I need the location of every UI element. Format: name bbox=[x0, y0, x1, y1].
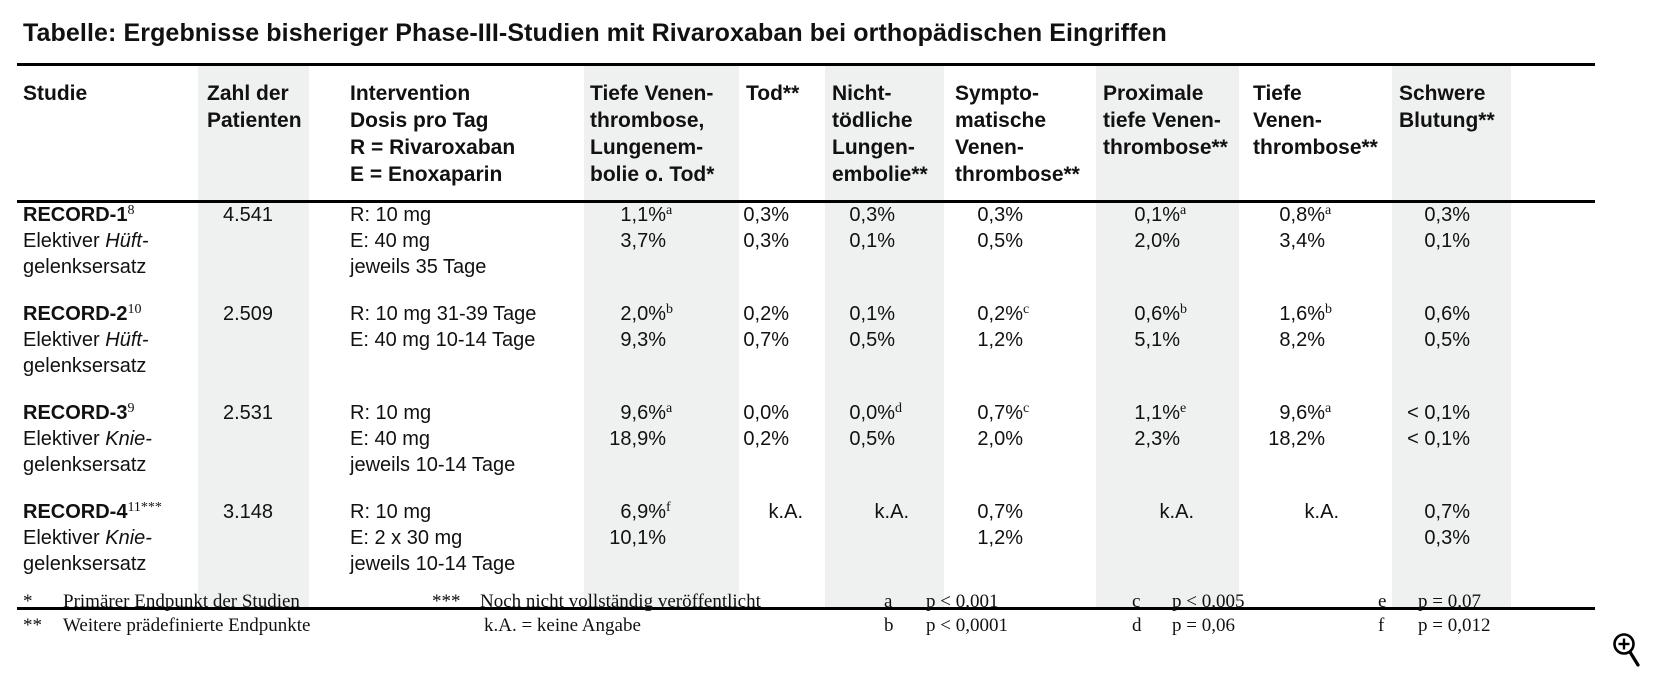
footnote-p-f-text: p = 0,012 bbox=[1418, 615, 1491, 636]
rivaroxaban-value-text: k.A. bbox=[1304, 501, 1339, 523]
footnote-p-b-text: p < 0,0001 bbox=[926, 615, 1008, 636]
rivaroxaban-value bbox=[1305, 499, 1349, 525]
rivaroxaban-value bbox=[743, 202, 799, 228]
footnote-star1-mark: * bbox=[23, 591, 33, 612]
enoxaparin-value: < 0,1% bbox=[1407, 428, 1470, 450]
rivaroxaban-value-text: k.A. bbox=[768, 501, 803, 523]
zoom-in-icon[interactable] bbox=[1612, 632, 1642, 668]
footnote-star3-text: Noch nicht vollständig veröffentlicht bbox=[480, 591, 761, 612]
value-cell bbox=[977, 400, 1033, 452]
rivaroxaban-value bbox=[875, 499, 919, 525]
value-cell bbox=[875, 499, 919, 551]
header-tvt: Tiefe Venen- thrombose** bbox=[1253, 82, 1378, 159]
intervention-line: R: 10 mg bbox=[350, 501, 432, 523]
value-cell bbox=[1424, 301, 1480, 353]
enoxaparin-value: 0,5% bbox=[849, 428, 895, 450]
value-cell bbox=[1424, 499, 1480, 551]
value-cell bbox=[609, 400, 676, 452]
footnote-p-a-letter: a bbox=[884, 591, 893, 612]
value-cell bbox=[1279, 301, 1335, 353]
rivaroxaban-value-text: 1,1% bbox=[620, 204, 666, 226]
value-cell bbox=[1134, 301, 1190, 353]
header-proximale-tvt: Proximale tiefe Venen- thrombose** bbox=[1103, 82, 1228, 159]
rivaroxaban-value bbox=[977, 499, 1033, 525]
study-desc-joint: Hüft- bbox=[105, 329, 149, 351]
rivaroxaban-value-text: 6,9% bbox=[620, 501, 666, 523]
value-cell bbox=[743, 301, 799, 353]
value-cell bbox=[620, 301, 676, 353]
footnote-p-c-text: p < 0,005 bbox=[1172, 591, 1245, 612]
study-desc-joint: Knie- bbox=[105, 527, 152, 549]
study-desc: Elektiver bbox=[23, 230, 106, 252]
rivaroxaban-value-text: 0,3% bbox=[743, 204, 789, 226]
table-top-rule bbox=[17, 63, 1595, 66]
enoxaparin-value: 1,2% bbox=[977, 527, 1023, 549]
value-cell bbox=[743, 202, 799, 254]
intervention-line: E: 40 mg bbox=[350, 428, 431, 450]
study-desc-cont: gelenksersatz bbox=[23, 454, 147, 476]
intervention-line: E: 40 mg 10-14 Tage bbox=[350, 329, 536, 351]
rivaroxaban-value bbox=[849, 202, 905, 228]
rivaroxaban-value: 0,0%$^d$ bbox=[849, 401, 902, 424]
rivaroxaban-value-text: 0,7% bbox=[977, 501, 1023, 523]
study-name: RECORD-2 bbox=[23, 303, 128, 325]
study-desc-joint: Knie- bbox=[105, 428, 152, 450]
footnote-ka-text: k.A. = keine Angabe bbox=[484, 615, 641, 636]
enoxaparin-value: 2,0% bbox=[977, 428, 1023, 450]
rivaroxaban-value-text: 9,6% bbox=[1279, 402, 1325, 424]
value-cell bbox=[1305, 499, 1349, 551]
study-desc: Elektiver bbox=[23, 329, 106, 351]
enoxaparin-value: 5,1% bbox=[1134, 329, 1180, 351]
value-cell bbox=[1268, 400, 1335, 452]
study-desc-cont: gelenksersatz bbox=[23, 553, 147, 575]
enoxaparin-value: 9,3% bbox=[620, 329, 666, 351]
rivaroxaban-value bbox=[743, 301, 799, 327]
rivaroxaban-value-text: 2,0% bbox=[620, 303, 666, 325]
intervention-line: R: 10 mg bbox=[350, 204, 432, 226]
enoxaparin-value: 0,7% bbox=[743, 329, 789, 351]
intervention-line: jeweils 10-14 Tage bbox=[350, 553, 516, 575]
rivaroxaban-value-text: 0,7% bbox=[977, 402, 1023, 424]
value-cell bbox=[1407, 400, 1480, 452]
intervention-cell bbox=[350, 400, 515, 478]
value-cell bbox=[1134, 400, 1190, 452]
study-desc: Elektiver bbox=[23, 428, 106, 450]
rivaroxaban-value: 0,7%$^c$ bbox=[977, 401, 1030, 424]
rivaroxaban-value-text: 0,1% bbox=[1134, 204, 1180, 226]
rivaroxaban-value-text: 0,1% bbox=[849, 303, 895, 325]
rivaroxaban-value bbox=[1424, 301, 1480, 327]
enoxaparin-value: 0,1% bbox=[1424, 230, 1470, 252]
table-title: Tabelle: Ergebnisse bisheriger Phase-III-Studien mit Rivaroxaban bei orthopädischen Eingriffen bbox=[23, 19, 1167, 47]
patients-count: 2.509 bbox=[223, 303, 274, 325]
enoxaparin-value: 0,2% bbox=[743, 428, 789, 450]
rivaroxaban-value-text: < 0,1% bbox=[1407, 402, 1470, 424]
rivaroxaban-value-text: 0,2% bbox=[977, 303, 1023, 325]
value-cell bbox=[849, 202, 905, 254]
footnote-star2-mark: ** bbox=[23, 615, 42, 636]
footnote-p-e-letter: e bbox=[1378, 591, 1387, 612]
enoxaparin-value: 18,2% bbox=[1268, 428, 1325, 450]
intervention-line: R: 10 mg 31-39 Tage bbox=[350, 303, 537, 325]
header-intervention: Intervention Dosis pro Tag R = Rivaroxaban E = Enoxaparin bbox=[350, 82, 516, 186]
rivaroxaban-value-text: 0,8% bbox=[1279, 204, 1325, 226]
patients-count: 2.531 bbox=[223, 402, 274, 424]
value-cell bbox=[743, 400, 799, 452]
enoxaparin-value: 2,3% bbox=[1134, 428, 1180, 450]
rivaroxaban-value bbox=[849, 301, 905, 327]
study-desc-joint: Hüft- bbox=[105, 230, 149, 252]
value-cell bbox=[1279, 202, 1335, 254]
study-name: RECORD-3 bbox=[23, 402, 128, 424]
study-name: RECORD-1 bbox=[23, 204, 128, 226]
rivaroxaban-value-text: 1,6% bbox=[1279, 303, 1325, 325]
enoxaparin-value bbox=[1305, 525, 1349, 551]
patients-count: 3.148 bbox=[223, 501, 274, 523]
header-lungenembolie: Nicht- tödliche Lungen- embolie** bbox=[832, 82, 928, 186]
rivaroxaban-value-text: k.A. bbox=[874, 501, 909, 523]
footnote-star2-text: Weitere prädefinierte Endpunkte bbox=[63, 615, 311, 636]
column-shade-patients bbox=[198, 66, 309, 607]
enoxaparin-value: 3,4% bbox=[1279, 230, 1325, 252]
enoxaparin-value bbox=[875, 525, 919, 551]
patients-count: 4.541 bbox=[223, 204, 274, 226]
enoxaparin-value: 2,0% bbox=[1134, 230, 1180, 252]
study-desc-cont: gelenksersatz bbox=[23, 256, 147, 278]
enoxaparin-value: 0,5% bbox=[1424, 329, 1470, 351]
footnote-p-a-text: p < 0,001 bbox=[926, 591, 999, 612]
enoxaparin-value: 3,7% bbox=[620, 230, 666, 252]
rivaroxaban-value bbox=[743, 400, 799, 426]
rivaroxaban-value bbox=[769, 499, 813, 525]
intervention-cell bbox=[350, 202, 486, 280]
rivaroxaban-value-text: 0,3% bbox=[849, 204, 895, 226]
rivaroxaban-value-text: k.A. bbox=[1159, 501, 1194, 523]
header-tvt-le-tod: Tiefe Venen- thrombose, Lungenem- bolie o. Tod* bbox=[590, 82, 715, 186]
rivaroxaban-value: 0,8%$^a$ bbox=[1279, 203, 1332, 226]
value-cell bbox=[849, 301, 905, 353]
study-cell bbox=[23, 400, 152, 478]
rivaroxaban-value bbox=[1407, 400, 1480, 426]
rivaroxaban-value-text: 0,3% bbox=[1424, 204, 1470, 226]
enoxaparin-value bbox=[1160, 525, 1204, 551]
rivaroxaban-value bbox=[1424, 202, 1480, 228]
rivaroxaban-value-text: 0,0% bbox=[743, 402, 789, 424]
value-cell bbox=[849, 400, 905, 452]
intervention-line: R: 10 mg bbox=[350, 402, 432, 424]
rivaroxaban-value-text: 0,0% bbox=[849, 402, 895, 424]
rivaroxaban-value-text: 1,1% bbox=[1134, 402, 1180, 424]
intervention-cell bbox=[350, 499, 515, 577]
value-cell bbox=[609, 499, 676, 551]
rivaroxaban-value-text: 9,6% bbox=[620, 402, 666, 424]
rivaroxaban-value-text: 0,7% bbox=[1424, 501, 1470, 523]
rivaroxaban-value-text: 0,2% bbox=[743, 303, 789, 325]
rivaroxaban-value: 1,1%$^a$ bbox=[620, 203, 673, 226]
footnote-p-d-letter: d bbox=[1132, 615, 1142, 636]
study-reference: 9 bbox=[127, 401, 135, 416]
rivaroxaban-value: 1,6%$^b$ bbox=[1279, 302, 1332, 325]
intervention-line: jeweils 35 Tage bbox=[350, 256, 487, 278]
enoxaparin-value: 10,1% bbox=[609, 527, 666, 549]
rivaroxaban-value-text: 0,6% bbox=[1134, 303, 1180, 325]
enoxaparin-value: 0,3% bbox=[743, 230, 789, 252]
footnote-p-f-letter: f bbox=[1378, 615, 1385, 636]
study-cell bbox=[23, 499, 162, 577]
study-reference: 8 bbox=[127, 203, 135, 218]
header-patienten: Zahl der Patienten bbox=[207, 82, 302, 132]
study-reference: 10 bbox=[127, 302, 142, 317]
footnote-star3-mark: *** bbox=[432, 591, 461, 612]
study-name: RECORD-4 bbox=[23, 501, 128, 523]
value-cell bbox=[769, 499, 813, 551]
intervention-line: E: 2 x 30 mg bbox=[350, 527, 463, 549]
value-cell bbox=[977, 202, 1033, 254]
rivaroxaban-value: 9,6%$^a$ bbox=[620, 401, 673, 424]
value-cell bbox=[977, 301, 1033, 353]
enoxaparin-value: 1,2% bbox=[977, 329, 1023, 351]
enoxaparin-value bbox=[769, 525, 813, 551]
study-desc-cont: gelenksersatz bbox=[23, 355, 147, 377]
footnote-p-b-letter: b bbox=[884, 615, 894, 636]
rivaroxaban-value-text: 0,6% bbox=[1424, 303, 1470, 325]
footnote-p-d-text: p = 0,06 bbox=[1172, 615, 1235, 636]
intervention-line: jeweils 10-14 Tage bbox=[350, 454, 516, 476]
value-cell bbox=[1160, 499, 1204, 551]
study-desc: Elektiver bbox=[23, 527, 106, 549]
enoxaparin-value: 8,2% bbox=[1279, 329, 1325, 351]
enoxaparin-value: 0,1% bbox=[849, 230, 895, 252]
rivaroxaban-value: 6,9%$^f$ bbox=[620, 500, 671, 523]
enoxaparin-value: 0,5% bbox=[977, 230, 1023, 252]
study-cell bbox=[23, 202, 149, 280]
rivaroxaban-value: 0,2%$^c$ bbox=[977, 302, 1030, 325]
rivaroxaban-value: 2,0%$^b$ bbox=[620, 302, 673, 325]
intervention-cell bbox=[350, 301, 536, 379]
header-studie: Studie bbox=[23, 82, 88, 105]
value-cell bbox=[977, 499, 1033, 551]
value-cell bbox=[1424, 202, 1480, 254]
rivaroxaban-value: 0,6%$^b$ bbox=[1134, 302, 1187, 325]
study-cell bbox=[23, 301, 149, 379]
intervention-line: E: 40 mg bbox=[350, 230, 431, 252]
rivaroxaban-value: 9,6%$^a$ bbox=[1279, 401, 1332, 424]
rivaroxaban-value-text: 0,3% bbox=[977, 204, 1023, 226]
intervention-line bbox=[350, 353, 536, 379]
enoxaparin-value: 0,3% bbox=[1424, 527, 1470, 549]
rivaroxaban-value: 0,1%$^a$ bbox=[1134, 203, 1187, 226]
rivaroxaban-value bbox=[1424, 499, 1480, 525]
footnote-star1-text: Primärer Endpunkt der Studien bbox=[63, 591, 300, 612]
enoxaparin-value: 18,9% bbox=[609, 428, 666, 450]
rivaroxaban-value: 1,1%$^e$ bbox=[1134, 401, 1187, 424]
rivaroxaban-value bbox=[977, 202, 1033, 228]
rivaroxaban-value bbox=[1160, 499, 1204, 525]
footnote-p-c-letter: c bbox=[1132, 591, 1141, 612]
header-tod: Tod** bbox=[746, 82, 800, 105]
footnote-p-e-text: p = 0,07 bbox=[1418, 591, 1481, 612]
study-reference: 11*** bbox=[127, 500, 162, 515]
value-cell bbox=[1134, 202, 1190, 254]
header-blutung: Schwere Blutung** bbox=[1399, 82, 1495, 132]
value-cell bbox=[620, 202, 676, 254]
header-symptomatische-vt: Sympto- matische Venen- thrombose** bbox=[955, 82, 1080, 186]
enoxaparin-value: 0,5% bbox=[849, 329, 895, 351]
